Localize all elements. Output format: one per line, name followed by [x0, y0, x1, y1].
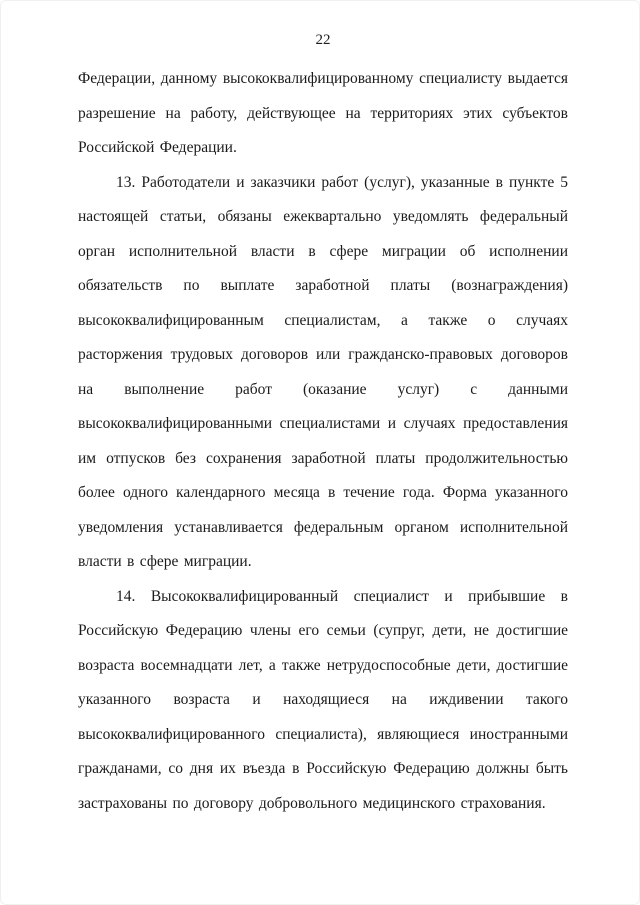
- paragraph-item-14: 14. Высококвалифицированный специалист и прибывшие в Российскую Федерацию члены его семьи (супруг, дети, не достигшие возраста восемнадцати лет, а также нетрудоспособные дети, достигшие указанного возраста и находящиеся на иждивении такого высококвалифицированного специалиста), являющиеся иностранными гражданами, со дня их въезда в Российскую Федерацию должны быть застрахованы по договору добровольного медицинского страхования.: [78, 587, 568, 812]
- paragraph-continuation: Федерации, данному высококвалифицированному специалисту выдается разрешение на работу, действующее на территориях этих субъектов Российской Федерации.: [78, 70, 568, 156]
- page-number: 22: [315, 32, 331, 48]
- paragraph-item-13: 13. Работодатели и заказчики работ (услуг), указанные в пункте 5 настоящей статьи, обязаны ежеквартально уведомлять федеральный орган исполнительной власти в сфере миграции об исполнении обязательств по выплате заработной платы (вознаграждения) высококвалифицированным специалистам, а также о случаях расторжения трудовых договоров или гражданско-правовых договоров на выполнение работ (оказание услуг) с данными высококвалифицированными специалистами и случаях предоставления им отпусков без сохранения заработной платы продолжительностью более одного календарного месяца в течение года. Форма указанного уведомления устанавливается федеральным органом исполнительной власти в сфере миграции.: [78, 173, 568, 570]
